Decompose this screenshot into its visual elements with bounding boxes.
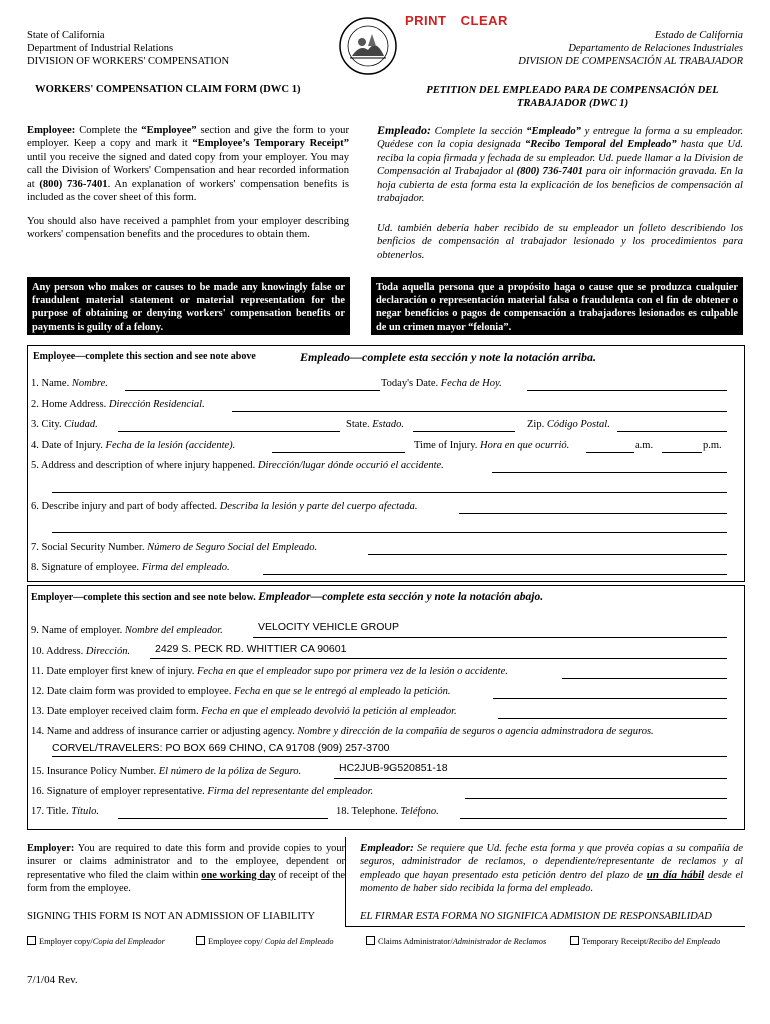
state-field[interactable]: [413, 431, 515, 432]
label-en: 3. City.: [31, 419, 65, 430]
title-label: [31, 806, 99, 817]
copy-temporary-receipt-checkbox[interactable]: [570, 936, 720, 946]
injury-description-label: [31, 501, 417, 512]
date-form-provided-field[interactable]: [493, 698, 727, 699]
insurance-carrier-field[interactable]: CORVEL/TRAVELERS: PO BOX 669 CHINO, CA 91708 (909) 257-3700: [52, 742, 390, 754]
title-en: WORKERS' COMPENSATION CLAIM FORM (DWC 1): [35, 84, 301, 95]
employer-heading-es: Empleador—complete esta sección y note la notación abajo.: [258, 591, 544, 603]
intro-text: Complete la sección: [431, 126, 527, 137]
label-es: Nombre del empleador.: [124, 625, 223, 636]
home-address-field[interactable]: [232, 411, 727, 412]
label-en: 4. Date of Injury.: [31, 440, 106, 451]
label-en: 7. Social Security Number.: [31, 542, 148, 553]
employee-signature-label: [31, 562, 230, 573]
label-es: Firma del representante del empleador.: [207, 786, 374, 797]
intro-es-paragraph-2: Ud. también debería haber recibido de su empleador un folleto describiendo los benficios de compensación al trabajador lesionado y los procedimientos para obtenerlos.: [377, 223, 743, 261]
label-es: Firma del empleado.: [141, 562, 230, 573]
injury-location-field-2[interactable]: [52, 492, 727, 493]
intro-en-paragraph: [27, 124, 349, 204]
ssn-field[interactable]: [368, 554, 727, 555]
zip-label: [527, 419, 610, 430]
injury-description-field-2[interactable]: [52, 532, 727, 533]
fraud-warning-es: Toda aquella persona que a propósito haga o cause que se produzca cualquier declaración o representación material falsa o fraudulenta con el fin de obtener o negar beneficios o pagos de compensación a trabajadores lesionados es culpable de un crimen mayor “felonia”.: [371, 277, 743, 335]
label-en: Zip.: [527, 419, 547, 430]
employer-signature-field[interactable]: [465, 798, 727, 799]
header-left: [27, 29, 229, 68]
intro-text: y entregue la forma a su empleador. Quédese con la copia designada: [377, 126, 744, 151]
intro-text: para oir información gravada. En la hoja cubierta de esta forma esta la explicación de los beneficios de compensación al trabajador.: [377, 166, 743, 205]
date-employer-knew-label: [31, 666, 508, 677]
label-es: Fecha en que el empleado devolvió la petición al empleador.: [201, 706, 457, 717]
time-pm-field[interactable]: [662, 452, 702, 453]
copy-label-es: Copia del Empleador: [92, 937, 165, 946]
header-right-line: Departamento de Relaciones Industriales: [568, 43, 743, 54]
revision-label: 7/1/04 Rev.: [27, 974, 78, 986]
label-es: Fecha de la lesión (accidente).: [105, 440, 236, 451]
time-of-injury-label: [414, 440, 569, 451]
header-right: [518, 29, 743, 68]
name-label: [31, 378, 108, 389]
label-es: Estado.: [372, 419, 405, 430]
employer-address-line: [150, 658, 727, 659]
label-en: 5. Address and description of where injury happened.: [31, 460, 258, 471]
title-es-line: PETITION DEL EMPLEADO PARA DE COMPENSACIÓN DEL: [426, 85, 719, 96]
label-es: Nombre.: [71, 378, 108, 389]
note-text: desde el momento de haber sido recibida la forma del empleado.: [360, 869, 743, 895]
intro-text: hasta que Ud. reciba la copia firmada y fechada de su empleador. Ud. puede llamar a la Division de Compensación al Trabajador al: [377, 139, 744, 178]
label-en: 18. Telephone.: [336, 806, 401, 817]
intro-text: . An explanation of workers' compensation benefits is included as the cover sheet of this form.: [27, 178, 350, 204]
copy-employer-checkbox[interactable]: [27, 936, 165, 946]
employee-heading-en: Employee—complete this section and see note above: [33, 351, 256, 362]
checkbox-icon[interactable]: [196, 936, 205, 945]
note-emphasis: un día hábil: [646, 868, 705, 881]
label-es: Código Postal.: [546, 419, 610, 430]
state-label: [346, 419, 404, 430]
employer-heading-en: Employer—complete this section and see note below.: [31, 592, 256, 603]
policy-number-line: [334, 778, 727, 779]
time-am-field[interactable]: [586, 452, 634, 453]
intro-text: Complete the: [75, 125, 142, 136]
date-of-injury-field[interactable]: [272, 452, 405, 453]
print-button[interactable]: PRINT: [405, 13, 447, 28]
label-es: Nombre y dirección de la compañía de seguros o agencia adminstradora de seguros.: [297, 726, 654, 737]
checkbox-icon[interactable]: [27, 936, 36, 945]
copy-employee-checkbox[interactable]: [196, 936, 334, 946]
employer-signature-label: [31, 786, 373, 797]
copy-label-es: Recibo del Empleado: [648, 937, 721, 946]
phone-number: (800) 736-7401: [39, 178, 108, 190]
checkbox-icon[interactable]: [366, 936, 375, 945]
label-en: 16. Signature of employer representative.: [31, 786, 208, 797]
intro-en-lead: Employee:: [27, 125, 76, 136]
intro-es-paragraph: [377, 124, 743, 205]
label-es: Título.: [71, 806, 99, 817]
insurance-carrier-label: [31, 726, 654, 737]
employer-address-label: [31, 646, 130, 657]
top-actions: [405, 13, 518, 28]
label-en: 15. Insurance Policy Number.: [31, 766, 159, 777]
intro-text: “Recibo Temporal del Empleado”: [525, 139, 677, 151]
header-left-line: Department of Industrial Relations: [27, 43, 174, 54]
city-label: [31, 419, 98, 430]
employer-note-lead: Empleador:: [360, 842, 414, 854]
label-en: 8. Signature of employee.: [31, 562, 142, 573]
employer-heading: [31, 591, 543, 603]
checkbox-icon[interactable]: [570, 936, 579, 945]
note-text: of receipt of the form from the employee.: [27, 869, 346, 895]
label-es: Describa la lesión y parte del cuerpo afectada.: [219, 501, 418, 512]
employer-note-lead: Employer:: [27, 843, 75, 854]
clear-button[interactable]: CLEAR: [460, 13, 508, 28]
policy-number-field[interactable]: HC2JUB-9G520851-18: [339, 762, 448, 774]
employer-name-field[interactable]: VELOCITY VEHICLE GROUP: [258, 621, 400, 633]
note-text: You are required to date this form and provide copies to your insurer or claims administrator and to the employee, dependent or representative who filed the claim within: [27, 843, 345, 881]
phone-number: (800) 736-7401: [516, 166, 584, 178]
label-es: Teléfono.: [400, 806, 439, 817]
header-right-line: Estado de California: [654, 30, 743, 41]
liability-en: SIGNING THIS FORM IS NOT AN ADMISSION OF LIABILITY: [27, 911, 316, 922]
employee-signature-field[interactable]: [263, 574, 727, 575]
label-es: Ciudad.: [64, 419, 98, 430]
liability-es: EL FIRMAR ESTA FORMA NO SIGNIFICA ADMISION DE RESPONSABILIDAD: [360, 911, 712, 922]
label-en: 2. Home Address.: [31, 399, 109, 410]
insurance-carrier-line: [52, 756, 727, 757]
intro-text: “Employee’s Temporary Receipt”: [192, 138, 349, 150]
copy-label: Temporary Receipt/: [582, 937, 649, 946]
label-es: Dirección.: [85, 646, 131, 657]
telephone-field[interactable]: [460, 818, 727, 819]
injury-location-field[interactable]: [492, 472, 727, 473]
employee-heading-es: Empleado—complete esta sección y note la notación arriba.: [300, 350, 596, 364]
intro-es-lead: Empleado:: [377, 123, 431, 137]
label-en: Today's Date.: [381, 378, 441, 389]
label-es: Dirección/lugar dónde occurió el accidente.: [257, 460, 444, 471]
copy-label: Employee copy/: [208, 937, 265, 946]
label-en: 11. Date employer first knew of injury.: [31, 666, 198, 677]
ssn-label: [31, 542, 317, 553]
zip-field[interactable]: [617, 431, 727, 432]
label-en: 14. Name and address of insurance carrier or adjusting agency.: [31, 726, 298, 737]
copy-label: Employer copy/: [39, 937, 93, 946]
note-text: Se requiere que Ud. feche esta forma y que provéa copias a su compañía de seguros, administrador de reclamos, o dependiente/representante de reclamos y al empleado que hayan presentado esta petición dentro del plazo de: [360, 843, 743, 881]
employee-name-field[interactable]: [125, 390, 380, 391]
header-left-line: DIVISION OF WORKERS' COMPENSATION: [27, 56, 230, 67]
todays-date-label: [381, 378, 502, 389]
employer-note-en: [27, 842, 345, 896]
intro-text: “Empleado”: [526, 126, 581, 137]
pm-label: p.m.: [703, 440, 722, 451]
label-es: Dirección Residencial.: [108, 399, 205, 410]
copy-label-es: Copia del Empleado: [264, 937, 334, 946]
label-en: 17. Title.: [31, 806, 72, 817]
copy-claims-admin-checkbox[interactable]: [366, 936, 546, 946]
am-label: a.m.: [635, 440, 654, 451]
home-address-label: [31, 399, 205, 410]
fraud-warning-en: Any person who makes or causes to be made any knowingly false or fraudulent material statement or material representation for the purpose of obtaining or denying workers' compensation benefits or payments is guilty of a felony.: [27, 277, 350, 335]
intro-text: until you receive the signed and dated copy from your employer. You may call the Division of Workers' Compensation and hear recorded information at: [27, 151, 349, 190]
intro-en-paragraph-2: You should also have received a pamphlet from your employer describing workers' compensation benefits and the procedures to obtain them.: [27, 216, 349, 241]
copy-label-es: Administrador de Reclamos: [452, 937, 547, 946]
label-es: Hora en que ocurrió.: [480, 440, 570, 451]
label-en: State.: [346, 419, 373, 430]
label-en: 13. Date employer received claim form.: [31, 706, 202, 717]
california-seal-icon: [338, 16, 398, 76]
date-form-received-field[interactable]: [498, 718, 727, 719]
employer-name-label: [31, 625, 223, 636]
title-es: [400, 84, 745, 110]
date-employer-knew-field[interactable]: [562, 678, 727, 679]
label-es: Fecha en que el empleador supo por primera vez de la lesión o accidente.: [197, 666, 508, 677]
label-es: Fecha en que se le entregó al empleado la petición.: [233, 686, 451, 697]
copy-label: Claims Administrator/: [378, 937, 453, 946]
employer-name-line: [253, 637, 727, 638]
date-form-received-label: [31, 706, 457, 717]
header-right-line: DIVISION DE COMPENSACIÓN AL TRABAJADOR: [518, 56, 743, 67]
label-en: 9. Name of employer.: [31, 625, 125, 636]
date-form-provided-label: [31, 686, 451, 697]
title-field[interactable]: [118, 818, 328, 819]
injury-description-field[interactable]: [459, 513, 727, 514]
injury-location-label: [31, 460, 444, 471]
header-left-line: State of California: [27, 30, 105, 41]
title-es-line: TRABAJADOR (DWC 1): [516, 98, 629, 109]
todays-date-field[interactable]: [527, 390, 727, 391]
label-en: 6. Describe injury and part of body affected.: [31, 501, 220, 512]
label-es: Fecha de Hoy.: [440, 378, 502, 389]
label-en: 1. Name.: [31, 378, 72, 389]
policy-number-label: [31, 766, 301, 777]
employer-address-field[interactable]: 2429 S. PECK RD. WHITTIER CA 90601: [155, 643, 347, 655]
intro-text: “Employee”: [141, 125, 197, 136]
label-es: Número de Seguro Social del Empleado.: [147, 542, 318, 553]
telephone-label: [336, 806, 439, 817]
label-es: El número de la póliza de Seguro.: [158, 766, 302, 777]
intro-text: section and give the form to your employer. Keep a copy and mark it: [27, 125, 350, 150]
label-en: 10. Address.: [31, 646, 86, 657]
label-en: Time of Injury.: [414, 440, 481, 451]
note-emphasis: one working day: [201, 869, 276, 881]
city-field[interactable]: [118, 431, 340, 432]
label-en: 12. Date claim form was provided to employee.: [31, 686, 234, 697]
date-of-injury-label: [31, 440, 235, 451]
employer-note-es: [360, 842, 743, 896]
